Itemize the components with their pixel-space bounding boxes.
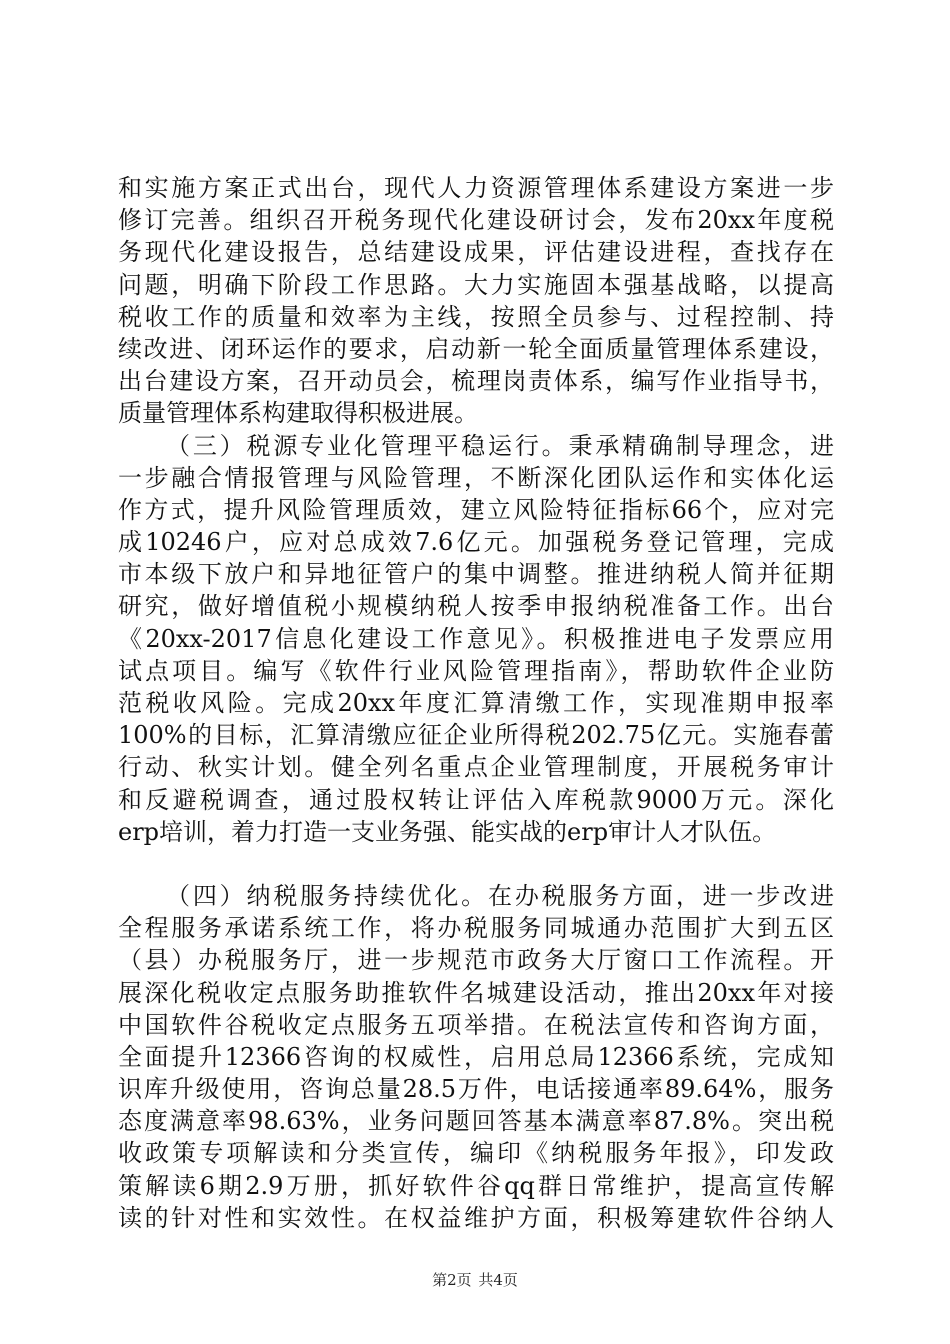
paragraph-1: [118, 172, 834, 430]
text-line: 识库升级使用，咨询总量28.5万件，电话接通率89.64%，服务: [118, 1075, 834, 1104]
document-body: [118, 172, 834, 1234]
text-line: 作方式，提升风险管理质效，建立风险特征指标66个，应对完: [118, 495, 834, 524]
text-line: 范税收风险。完成20xx年度汇算清缴工作，实现准期申报率: [118, 689, 834, 717]
text-line: 成10246户，应对总成效7.6亿元。加强税务登记管理，完成: [118, 528, 834, 557]
text-line: 市本级下放户和异地征管户的集中调整。推进纳税人简并征期: [118, 560, 834, 589]
text-line: 态度满意率98.63%，业务问题回答基本满意率87.8%。突出税: [118, 1107, 834, 1136]
text-line: 中国软件谷税收定点服务五项举措。在税法宣传和咨询方面，: [118, 1010, 834, 1039]
text-line: 质量管理体系构建取得积极进展。: [118, 399, 478, 428]
text-line: 税收工作的质量和效率为主线，按照全员参与、过程控制、持: [118, 302, 834, 331]
paragraph-3: [118, 880, 834, 1234]
text-line: 全面提升12366咨询的权威性，启用总局12366系统，完成知: [118, 1042, 834, 1071]
text-line: 行动、秋实计划。健全列名重点企业管理制度，开展税务审计: [118, 753, 834, 782]
text-line: 《20xx-2017信息化建设工作意见》。积极推进电子发票应用: [118, 624, 834, 653]
text-line: （县）办税服务厅，进一步规范市政务大厅窗口工作流程。开: [118, 946, 834, 975]
text-line: （四）纳税服务持续优化。在办税服务方面，进一步改进: [166, 881, 834, 910]
text-line: 读的针对性和实效性。在权益维护方面，积极筹建软件谷纳人: [118, 1203, 834, 1232]
text-line: 和反避税调查，通过股权转让评估入库税款9000万元。深化: [118, 785, 834, 814]
page-number: 第2页: [432, 1271, 472, 1289]
text-line: 修订完善。组织召开税务现代化建设研讨会，发布20xx年度税: [118, 206, 834, 235]
text-line: 全程服务承诺系统工作，将办税服务同城通办范围扩大到五区: [118, 914, 834, 943]
text-line: 问题，明确下阶段工作思路。大力实施固本强基战略，以提高: [118, 270, 834, 299]
paragraph-gap: [118, 848, 834, 880]
text-line: 100%的目标，汇算清缴应征企业所得税202.75亿元。实施春蕾: [118, 721, 834, 750]
text-line: 务现代化建设报告，总结建设成果，评估建设进程，查找存在: [118, 238, 834, 267]
text-line: 出台建设方案，召开动员会，梳理岗责体系，编写作业指导书，: [118, 367, 834, 396]
text-line: 研究，做好增值税小规模纳税人按季申报纳税准备工作。出台: [118, 592, 834, 621]
text-line: 续改进、闭环运作的要求，启动新一轮全面质量管理体系建设，: [118, 334, 834, 363]
text-line: 和实施方案正式出台，现代人力资源管理体系建设方案进一步: [118, 174, 834, 202]
paragraph-2: [118, 430, 834, 848]
text-line: 收政策专项解读和分类宣传，编印《纳税服务年报》，印发政: [118, 1139, 834, 1168]
text-line: 试点项目。编写《软件行业风险管理指南》，帮助软件企业防: [118, 656, 834, 685]
text-line: （三）税源专业化管理平稳运行。秉承精确制导理念，进: [166, 431, 834, 460]
page-footer: [0, 1270, 950, 1290]
text-line: erp培训，着力打造一支业务强、能实战的erp审计人才队伍。: [118, 817, 777, 846]
page-total: 共4页: [478, 1271, 518, 1289]
text-line: 展深化税收定点服务助推软件名城建设活动，推出20xx年对接: [118, 978, 834, 1007]
text-line: 策解读6期2.9万册，抓好软件谷qq群日常维护，提高宣传解: [118, 1171, 834, 1200]
text-line: 一步融合情报管理与风险管理，不断深化团队运作和实体化运: [118, 463, 834, 492]
